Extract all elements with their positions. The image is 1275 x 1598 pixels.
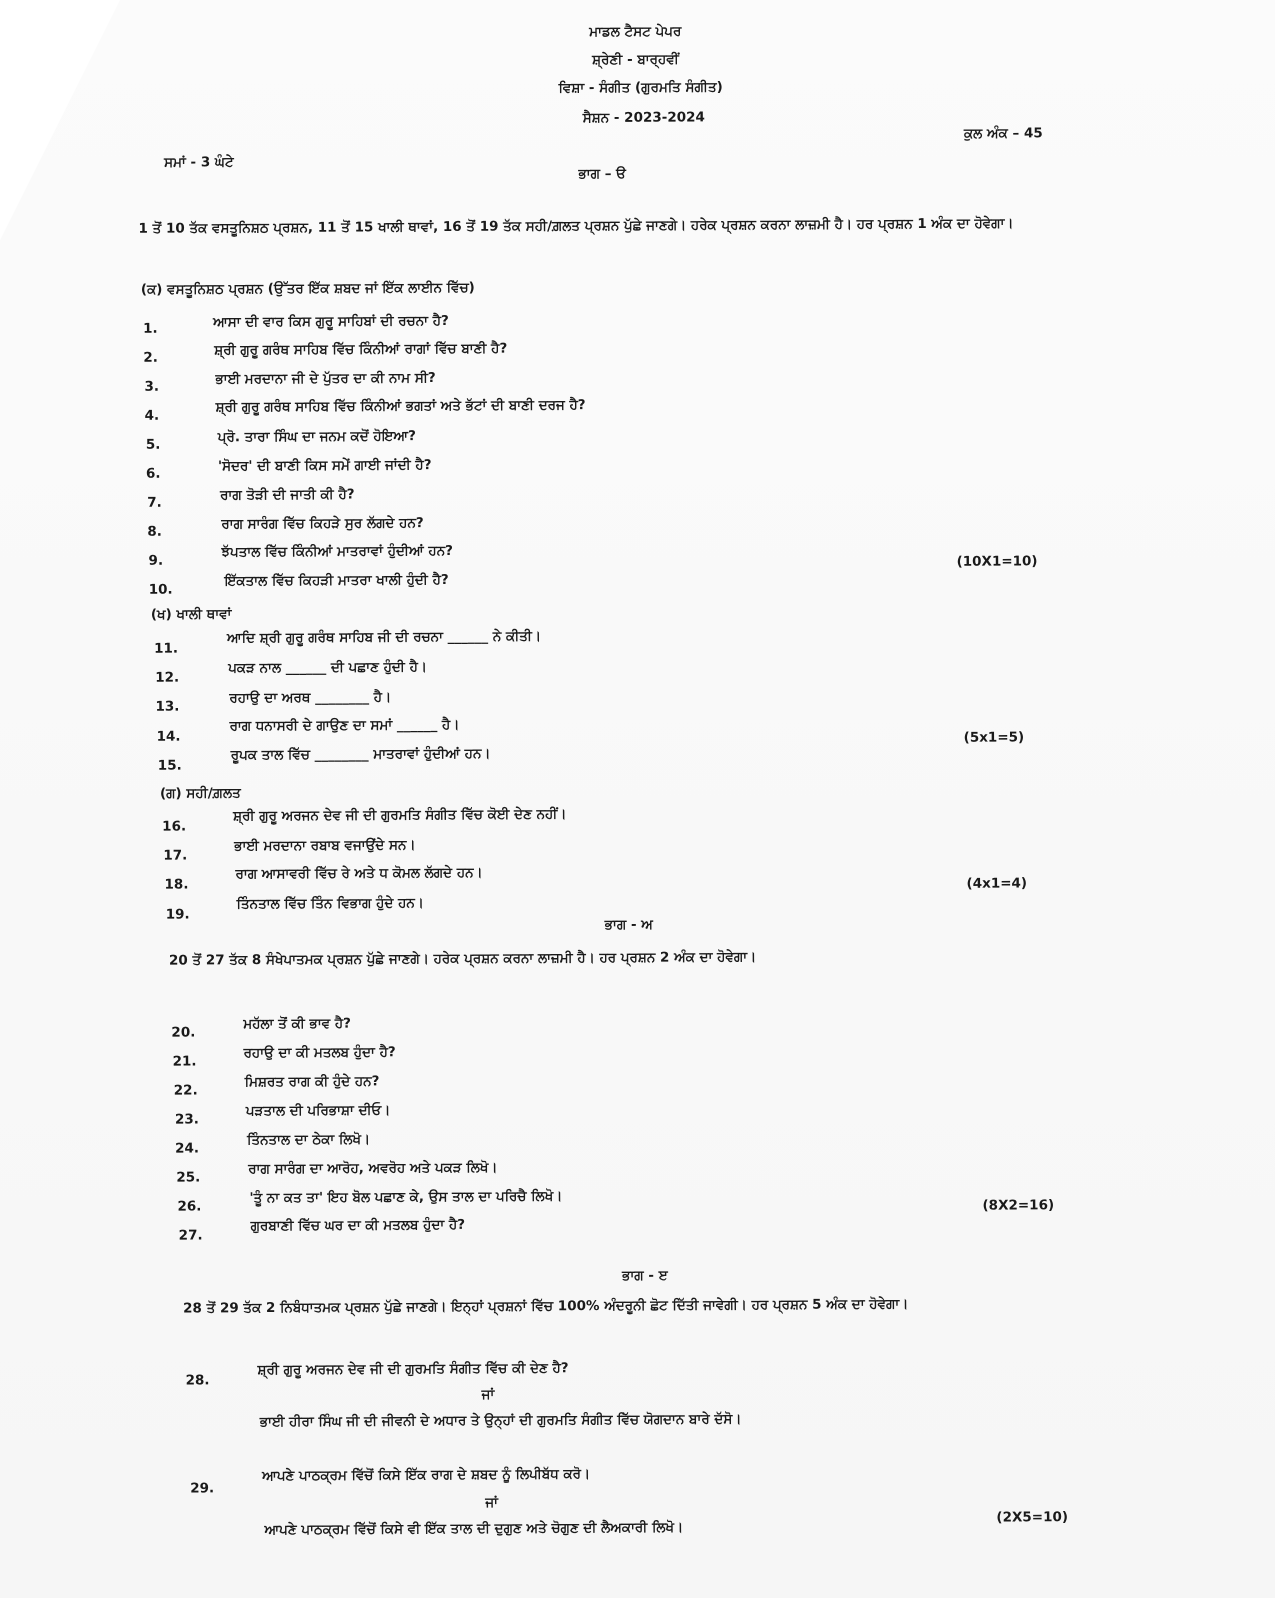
question-number: 28. [185,1372,210,1389]
question-text: ਸ਼੍ਰੀ ਗੁਰੂ ਗਰੰਥ ਸਾਹਿਬ ਵਿੱਚ ਕਿੰਨੀਆਂ ਰਾਗਾਂ ਵਿੱਚ ਬਾਣੀ ਹੈ? [214,340,508,359]
or-label: ਜਾਂ [481,1386,495,1403]
paper-title: ਮਾਡਲ ਟੈਸਟ ਪੇਪਰ [589,23,682,41]
question-number: 3. [144,378,160,395]
question-number: 12. [155,669,180,686]
question-text: ਸ਼੍ਰੀ ਗੁਰੂ ਅਰਜਨ ਦੇਵ ਜੀ ਦੀ ਗੁਰਮਤਿ ਸੰਗੀਤ ਵਿੱਚ ਕੋਈ ਦੇਣ ਨਹੀਂ। [233,806,567,825]
question-number: 14. [156,728,181,745]
question-text: ਤਿੰਨਤਾਲ ਵਿੱਚ ਤਿੰਨ ਵਿਭਾਗ ਹੁੰਦੇ ਹਨ। [236,895,424,913]
alternative-question-text: ਭਾਈ ਹੀਰਾ ਸਿੰਘ ਜੀ ਦੀ ਜੀਵਨੀ ਦੇ ਅਧਾਰ ਤੇ ਉਨ੍ਹਾਂ ਦੀ ਗੁਰਮਤਿ ਸੰਗੀਤ ਵਿੱਚ ਯੋਗਦਾਨ ਬਾਰੇ ਦੱਸੋ। [259,1411,742,1431]
question-number: 21. [172,1053,197,1070]
question-text: ਪ੍ਰੋ. ਤਾਰਾ ਸਿੰਘ ਦਾ ਜਨਮ ਕਦੋਂ ਹੋਇਆ? [217,428,416,446]
question-number: 11. [154,640,179,657]
question-text: ਮਹੱਲਾ ਤੋਂ ਕੀ ਭਾਵ ਹੈ? [243,1015,351,1033]
question-text: ਪੜਤਾਲ ਦੀ ਪਰਿਭਾਸ਼ਾ ਦੀਓ। [245,1102,391,1120]
question-text: ਰਹਾਉ ਦਾ ਕੀ ਮਤਲਬ ਹੁੰਦਾ ਹੈ? [243,1044,396,1062]
question-number: 8. [147,523,162,540]
section-ga-marks: (4x1=4) [966,875,1028,892]
question-number: 29. [190,1480,215,1497]
question-number: 9. [148,552,164,569]
question-text: ਰਾਗ ਤੋੜੀ ਦੀ ਜਾਤੀ ਕੀ ਹੈ? [220,486,355,504]
question-number: 6. [145,465,161,482]
question-number: 2. [143,349,158,366]
question-text: ਰੂਪਕ ਤਾਲ ਵਿੱਚ ________ ਮਾਤਰਾਵਾਂ ਹੁੰਦੀਆਂ ਹਨ। [230,745,491,764]
question-text: ਰਾਗ ਧਨਾਸਰੀ ਦੇ ਗਾਉਣ ਦਾ ਸਮਾਂ ______ ਹੈ। [229,716,460,735]
session-line: ਸੈਸ਼ਨ - 2023-2024 [582,109,705,127]
subject-line: ਵਿਸ਼ਾ - ਸੰਗੀਤ (ਗੁਰਮਤਿ ਸੰਗੀਤ) [558,79,723,97]
question-number: 18. [164,876,189,893]
question-text: ਤਿੰਨਤਾਲ ਦਾ ਠੇਕਾ ਲਿਖੋ। [247,1131,371,1149]
or-label: ਜਾਂ [485,1494,498,1511]
question-text: ਰਾਗ ਸਾਰੰਗ ਵਿੱਚ ਕਿਹੜੇ ਸੁਰ ਲੱਗਦੇ ਹਨ? [221,515,424,533]
question-number: 16. [162,818,187,835]
question-number: 10. [148,581,173,598]
time-allowed: ਸਮਾਂ - 3 ਘੰਟੇ [164,154,234,171]
question-number: 17. [163,847,188,864]
section-kha-marks: (5x1=5) [963,729,1025,746]
question-text: ਆਦਿ ਸ਼੍ਰੀ ਗੁਰੂ ਗਰੰਥ ਸਾਹਿਬ ਜੀ ਦੀ ਰਚਨਾ ______ ਨੇ ਕੀਤੀ। [226,628,542,647]
question-text: 'ਸੋਦਰ' ਦੀ ਬਾਣੀ ਕਿਸ ਸਮੇਂ ਗਾਈ ਜਾਂਦੀ ਹੈ? [217,457,432,475]
question-number: 23. [174,1111,199,1128]
part-c-heading: ਭਾਗ - ੲ [622,1267,668,1284]
question-number: 1. [143,320,158,337]
question-number: 7. [147,494,162,511]
part-c-marks: (2X5=10) [996,1509,1069,1526]
question-text: ਝੱਪਤਾਲ ਵਿੱਚ ਕਿੰਨੀਆਂ ਮਾਤਰਾਵਾਂ ਹੁੰਦੀਆਂ ਹਨ? [221,542,453,561]
question-text: ਇੱਕਤਾਲ ਵਿੱਚ ਕਿਹੜੀ ਮਾਤਰਾ ਖਾਲੀ ਹੁੰਦੀ ਹੈ? [224,571,449,590]
section-ga-heading: (ਗ) ਸਹੀ/ਗ਼ਲਤ [159,785,241,802]
question-number: 24. [175,1140,200,1157]
question-number: 4. [144,407,160,424]
question-text: ਆਪਣੇ ਪਾਠਕ੍ਰਮ ਵਿੱਚੋਂ ਕਿਸੇ ਇੱਕ ਰਾਗ ਦੇ ਸ਼ਬਦ ਨੂੰ ਲਿਪੀਬੱਧ ਕਰੋ। [262,1466,591,1485]
question-number: 15. [157,757,182,774]
question-number: 19. [165,906,190,923]
part-b-marks: (8X2=16) [982,1197,1055,1214]
alternative-question-text: ਆਪਣੇ ਪਾਠਕ੍ਰਮ ਵਿੱਚੋਂ ਕਿਸੇ ਵੀ ਇੱਕ ਤਾਲ ਦੀ ਦੁਗੁਣ ਅਤੇ ਚੋਗੁਣ ਦੀ ਲੈਅਕਾਰੀ ਲਿਖੋ। [264,1519,684,1539]
question-number: 26. [177,1198,202,1215]
class-line: ਸ਼੍ਰੇਣੀ - ਬਾਰ੍ਹਵੀਂ [592,51,679,69]
part-b-instructions: 20 ਤੋਂ 27 ਤੱਕ 8 ਸੰਖੇਪਾਤਮਕ ਪ੍ਰਸ਼ਨ ਪੁੱਛੇ ਜਾਣਗੇ। ਹਰੇਕ ਪ੍ਰਸ਼ਨ ਕਰਨਾ ਲਾਜ਼ਮੀ ਹੈ। ਹਰ ਪ੍ਰਸ਼ਨ 2 ਅੰਕ ਦਾ ਹੋਵੇਗਾ। [168,949,757,969]
question-text: 'ਤੂੰ ਨਾ ਕਤ ਤਾ' ਇਹ ਬੋਲ ਪਛਾਣ ਕੇ, ਉਸ ਤਾਲ ਦਾ ਪਰਿਚੈ ਲਿਖੋ। [249,1188,563,1207]
question-text: ਸ਼੍ਰੀ ਗੁਰੂ ਗਰੰਥ ਸਾਹਿਬ ਵਿੱਚ ਕਿੰਨੀਆਂ ਭਗਤਾਂ ਅਤੇ ਭੱਟਾਂ ਦੀ ਬਾਣੀ ਦਰਜ ਹੈ? [215,397,586,416]
section-ka-heading: (ਕ) ਵਸਤੂਨਿਸ਼ਠ ਪ੍ਰਸ਼ਨ (ਉੱਤਰ ਇੱਕ ਸ਼ਬਦ ਜਾਂ ਇੱਕ ਲਾਈਨ ਵਿੱਚ) [140,279,475,298]
question-number: 27. [178,1227,203,1244]
part-a-heading: ਭਾਗ – ੳ [578,165,626,183]
question-text: ਭਾਈ ਮਰਦਾਨਾ ਜੀ ਦੇ ਪੁੱਤਰ ਦਾ ਕੀ ਨਾਮ ਸੀ? [215,369,436,388]
question-number: 5. [145,436,161,453]
part-c-instructions: 28 ਤੋਂ 29 ਤੱਕ 2 ਨਿਬੰਧਾਤਮਕ ਪ੍ਰਸ਼ਨ ਪੁੱਛੇ ਜਾਣਗੇ। ਇਨ੍ਹਾਂ ਪ੍ਰਸ਼ਨਾਂ ਵਿੱਚ 100% ਅੰਦਰੂਨੀ ਛੋਟ ਦਿੱਤੀ ਜਾਵੇਗੀ। ਹਰ ਪ੍ਰਸ਼ਨ 5 ਅੰਕ ਦਾ ਹੋਵੇਗਾ। [183,1296,909,1317]
question-text: ਰਾਗ ਆਸਾਵਰੀ ਵਿੱਚ ਰੇ ਅਤੇ ਧ ਕੋਮਲ ਲੱਗਦੇ ਹਨ। [235,864,483,883]
part-b-heading: ਭਾਗ - ਅ [604,916,653,933]
part-a-instructions: 1 ਤੋਂ 10 ਤੱਕ ਵਸਤੂਨਿਸ਼ਠ ਪ੍ਰਸ਼ਨ, 11 ਤੋਂ 15 ਖਾਲੀ ਥਾਵਾਂ, 16 ਤੋਂ 19 ਤੱਕ ਸਹੀ/ਗ਼ਲਤ ਪ੍ਰਸ਼ਨ ਪੁੱਛੇ ਜਾਣਗੇ। ਹਰੇਕ ਪ੍ਰਸ਼ਨ ਕਰਨਾ ਲਾਜ਼ਮੀ ਹੈ। ਹਰ ਪ੍ਰਸ਼ਨ 1 ਅੰਕ ਦਾ ਹੋਵੇਗਾ। [138,215,1014,237]
question-number: 13. [155,698,180,715]
question-text: ਸ਼੍ਰੀ ਗੁਰੂ ਅਰਜਨ ਦੇਵ ਜੀ ਦੀ ਗੁਰਮਤਿ ਸੰਗੀਤ ਵਿੱਚ ਕੀ ਦੇਣ ਹੈ? [257,1360,569,1379]
total-marks: ਕੁਲ ਅੰਕ – 45 [963,125,1043,142]
question-number: 22. [173,1082,198,1099]
question-number: 25. [176,1169,201,1186]
question-text: ਮਿਸ਼ਰਤ ਰਾਗ ਕੀ ਹੁੰਦੇ ਹਨ? [244,1073,380,1091]
question-text: ਗੁਰਬਾਣੀ ਵਿੱਚ ਘਰ ਦਾ ਕੀ ਮਤਲਬ ਹੁੰਦਾ ਹੈ? [250,1216,466,1235]
section-kha-heading: (ਖ) ਖਾਲੀ ਥਾਵਾਂ [150,606,232,623]
question-text: ਆਸਾ ਦੀ ਵਾਰ ਕਿਸ ਗੁਰੂ ਸਾਹਿਬਾਂ ਦੀ ਰਚਨਾ ਹੈ? [213,312,449,331]
section-ka-marks: (10X1=10) [956,553,1038,570]
question-text: ਰਹਾਉ ਦਾ ਅਰਥ ________ ਹੈ। [229,689,392,707]
question-text: ਰਾਗ ਸਾਰੰਗ ਦਾ ਆਰੋਹ, ਅਵਰੋਹ ਅਤੇ ਪਕੜ ਲਿਖੋ। [248,1159,498,1178]
question-text: ਪਕੜ ਨਾਲ ______ ਦੀ ਪਛਾਣ ਹੁੰਦੀ ਹੈ। [228,659,427,677]
question-number: 20. [171,1024,196,1041]
question-text: ਭਾਈ ਮਰਦਾਨਾ ਰਬਾਬ ਵਜਾਉਂਦੇ ਸਨ। [234,837,416,855]
